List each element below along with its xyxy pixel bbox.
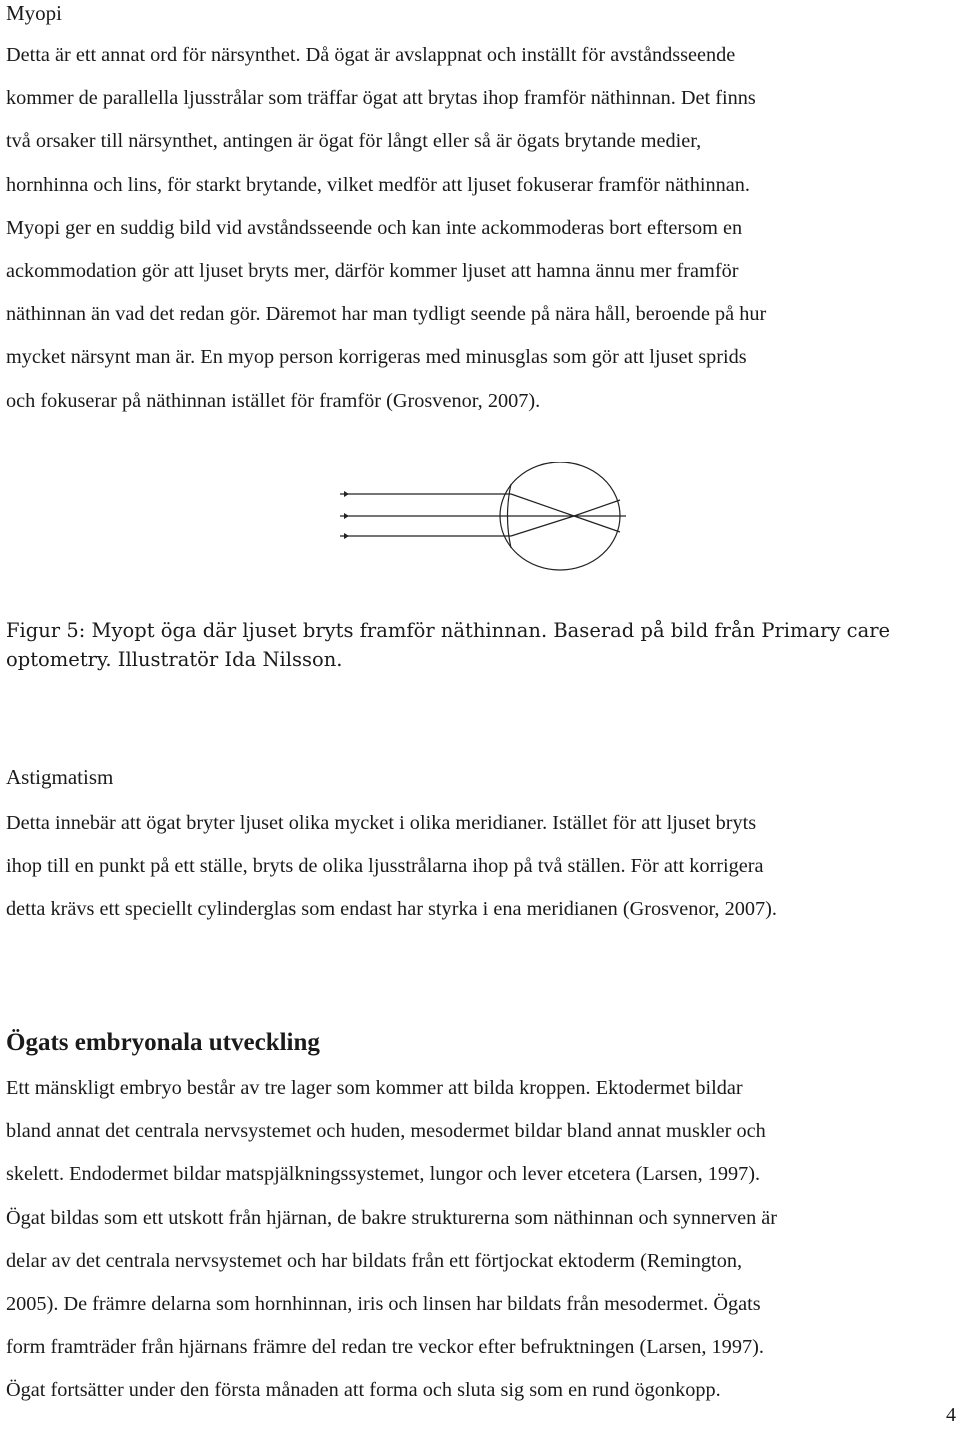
caption-line: Figur 5: Myopt öga där ljuset bryts framför näthinnan. Baserad på bild från Primary care xyxy=(6,619,891,642)
text-line: ihop till en punkt på ett ställe, bryts de olika ljusstrålarna ihop på två ställen. För att korrigera xyxy=(6,855,764,878)
paragraph-astigmatism xyxy=(6,802,960,932)
heading-astigmatism: Astigmatism xyxy=(6,765,114,789)
paragraph-embryo xyxy=(6,1067,960,1413)
paragraph-myopi xyxy=(6,34,960,423)
page-number: 4 xyxy=(946,1404,956,1426)
text-line: skelett. Endodermet bildar matspjälkningssystemet, lungor och lever etcetera (Larsen, 1997). xyxy=(6,1163,761,1186)
text-line: Myopi ger en suddig bild vid avståndsseende och kan inte ackommoderas bort eftersom en xyxy=(6,216,743,239)
text-line: ackommodation gör att ljuset bryts mer, därför kommer ljuset att hamna ännu mer framför xyxy=(6,260,739,283)
text-line: Detta innebär att ögat bryter ljuset olika mycket i olika meridianer. Istället för att ljuset bryts xyxy=(6,812,757,834)
caption-line: optometry. Illustratör Ida Nilsson. xyxy=(6,648,343,671)
arrowhead-icon xyxy=(344,533,349,539)
arrowhead-icon xyxy=(344,491,349,497)
text-line: delar av det centrala nervsystemet och har bildats från ett förtjockat ektoderm (Remington, xyxy=(6,1249,743,1272)
text-line: kommer de parallella ljusstrålar som träffar ögat att brytas ihop framför näthinnan. Det finns xyxy=(6,87,756,110)
text-line: Ögat bildas som ett utskott från hjärnan, de bakre strukturerna som näthinnan och synnerven är xyxy=(6,1206,778,1229)
myopic-eye-illustration xyxy=(330,462,640,582)
text-line: detta krävs ett speciellt cylinderglas som endast har styrka i ena meridianen (Grosvenor, 2007). xyxy=(6,898,777,921)
text-line: Detta är ett annat ord för närsynthet. Då ögat är avslappnat och inställt för avståndsseende xyxy=(6,44,736,66)
text-line: hornhinna och lins, för starkt brytande, vilket medför att ljuset fokuserar framför näthinnan. xyxy=(6,173,750,196)
refracted-ray-top xyxy=(511,494,574,516)
heading-myopi: Myopi xyxy=(6,1,63,25)
arrowhead-icon xyxy=(344,513,349,519)
diverging-ray-bottom xyxy=(574,516,620,532)
text-line: bland annat det centrala nervsystemet och huden, mesodermet bildar bland annat muskler och xyxy=(6,1120,766,1143)
figure-caption xyxy=(6,616,956,674)
text-line: två orsaker till närsynthet, antingen är ögat för långt eller så är ögats brytande medier, xyxy=(6,130,702,153)
text-line: 2005). De främre delarna som hornhinnan, iris och linsen har bildats från mesodermet. Ögats xyxy=(6,1293,761,1316)
text-line: och fokuserar på näthinnan istället för framför (Grosvenor, 2007). xyxy=(6,389,541,412)
heading-embryo: Ögats embryonala utveckling xyxy=(6,1029,320,1056)
text-line: mycket närsynt man är. En myop person korrigeras med minusglas som gör att ljuset sprids xyxy=(6,346,747,369)
text-line: näthinnan än vad det redan gör. Däremot har man tydligt seende på nära håll, beroende på hur xyxy=(6,303,767,326)
text-line: form framträder från hjärnans främre del redan tre veckor efter befruktningen (Larsen, 1997). xyxy=(6,1336,764,1359)
text-line: Ögat fortsätter under den första månaden att forma och sluta sig som en rund ögonkopp. xyxy=(6,1379,721,1402)
refracted-ray-bottom xyxy=(511,516,574,536)
diverging-ray-top xyxy=(574,500,620,516)
text-line: Ett mänskligt embryo består av tre lager som kommer att bilda kroppen. Ektodermet bildar xyxy=(6,1077,743,1099)
